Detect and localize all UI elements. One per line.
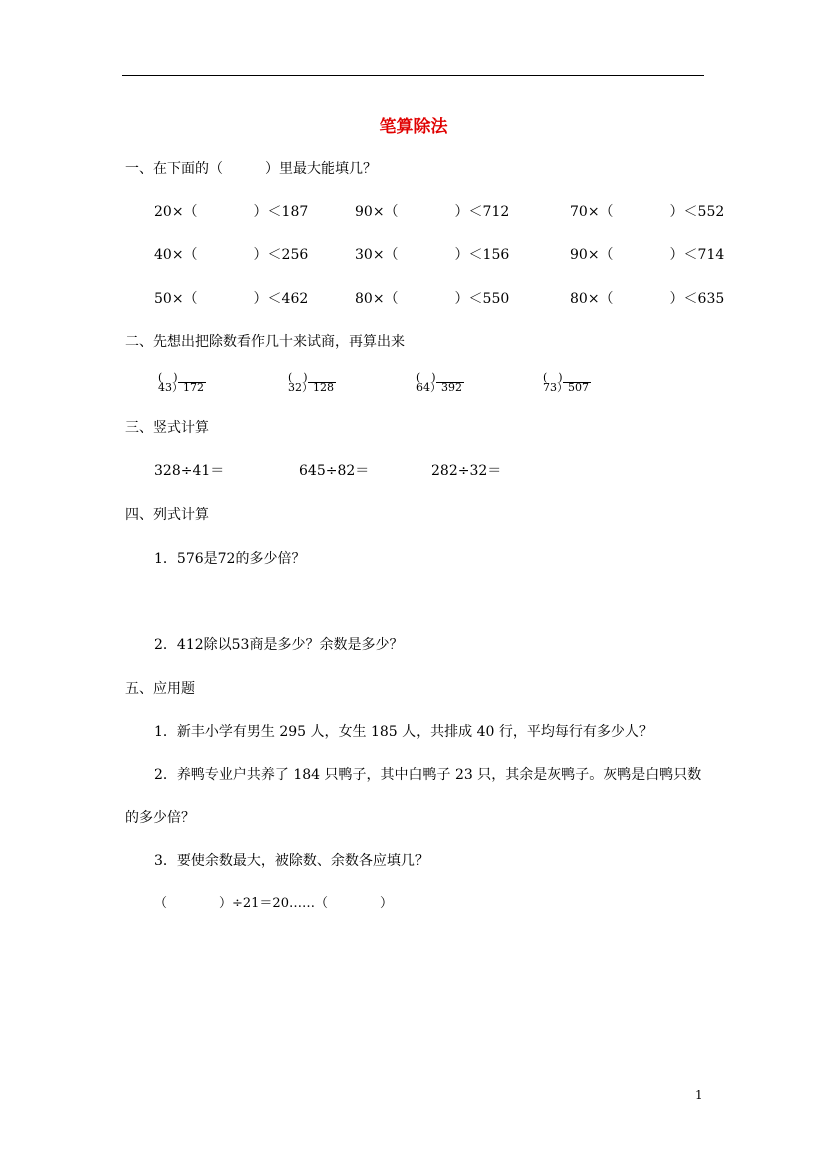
header-rule — [122, 75, 704, 76]
divisor-dividend: 43）172 — [158, 381, 204, 394]
formula-question-2: 2．412除以53商是多少？余数是多少？ — [154, 637, 404, 653]
page-title: 笔算除法 — [379, 117, 448, 137]
vertical-calc-1: 328÷41＝ — [154, 463, 225, 479]
inequality-r2c2: 30×（ ）＜156 — [355, 247, 510, 263]
inequality-r1c1: 20×（ ）＜187 — [154, 204, 309, 220]
inequality-r2c1: 40×（ ）＜256 — [154, 247, 309, 263]
quotient-blank: ( ) — [158, 371, 178, 384]
word-problem-3-equation: （ ）÷21＝20……（ ） — [154, 896, 393, 911]
word-problem-2: 2．养鸭专业户共养了 184 只鸭子，其中白鸭子 23 只，其余是灰鸭子。灰鸭是白鸭只数 — [154, 767, 702, 783]
divisor-dividend: 32）128 — [288, 381, 334, 394]
inequality-r3c2: 80×（ ）＜550 — [355, 291, 510, 307]
inequality-r3c1: 50×（ ）＜462 — [154, 291, 309, 307]
inequality-r2c3: 90×（ ）＜714 — [570, 247, 725, 263]
vertical-calc-3: 282÷32＝ — [431, 463, 502, 479]
formula-question-1: 1．576是72的多少倍？ — [154, 551, 306, 567]
section2-heading: 二、先想出把除数看作几十来试商，再算出来 — [125, 334, 405, 350]
vertical-calc-2: 645÷82＝ — [299, 463, 370, 479]
section5-heading: 五、应用题 — [125, 681, 195, 697]
section4-heading: 四、列式计算 — [125, 507, 209, 523]
inequality-r1c2: 90×（ ）＜712 — [355, 204, 510, 220]
divisor-dividend: 64）392 — [416, 381, 462, 394]
page-number: 1 — [695, 1088, 703, 1102]
section3-heading: 三、竖式计算 — [125, 420, 209, 436]
section1-heading: 一、在下面的（ ）里最大能填几？ — [125, 161, 377, 177]
word-problem-2-cont: 的多少倍？ — [125, 810, 195, 826]
word-problem-3: 3．要使余数最大，被除数、余数各应填几？ — [154, 853, 429, 869]
divisor-dividend: 73）507 — [543, 381, 589, 394]
quotient-blank: ( ) — [288, 371, 308, 384]
quotient-blank: ( ) — [416, 371, 436, 384]
inequality-r3c3: 80×（ ）＜635 — [570, 291, 725, 307]
quotient-blank: ( ) — [543, 371, 563, 384]
inequality-r1c3: 70×（ ）＜552 — [570, 204, 725, 220]
word-problem-1: 1．新丰小学有男生 295 人，女生 185 人，共排成 40 行，平均每行有多少人？ — [154, 724, 653, 740]
